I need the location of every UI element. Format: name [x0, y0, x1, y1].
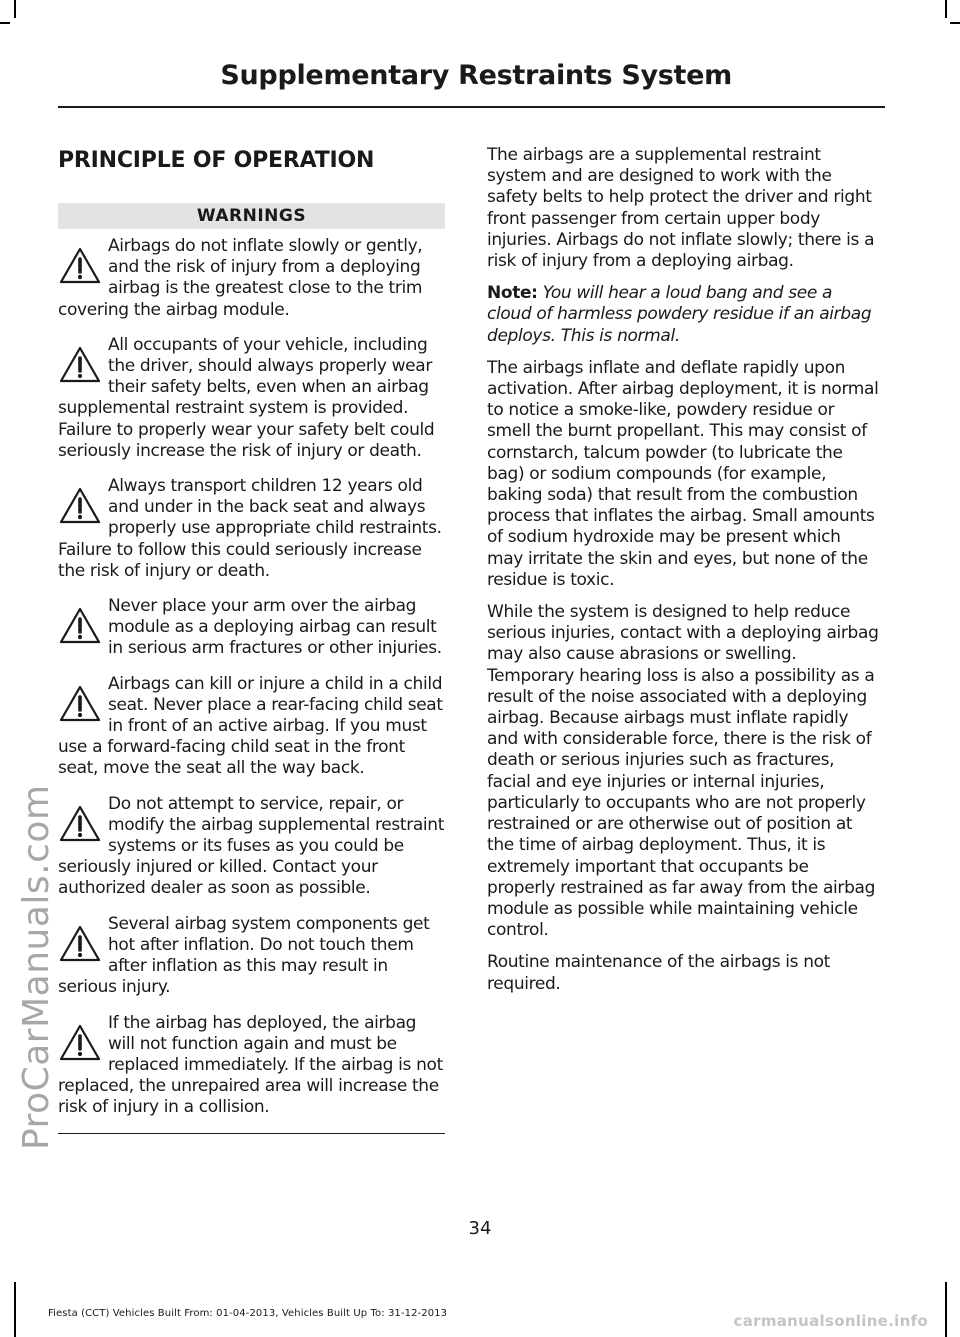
warning-text: All occupants of your vehicle, including the driver, should always properly wear their safety belts, even when an airbag supplemental restraint system is provided. Failure to properly wear your safety belt could seriously increase the risk of injury or death.	[58, 334, 435, 461]
warning-item	[58, 794, 445, 900]
footer-vehicle-info: Fiesta (CCT) Vehicles Built From: 01-04-2013, Vehicles Built Up To: 31-12-2013	[48, 1308, 448, 1319]
warning-text: If the airbag has deployed, the airbag will not function again and must be replaced immediately. If the airbag is not replaced, the unrepaired area will increase the risk of injury in a collision.	[58, 1012, 443, 1118]
crop-mark	[945, 1282, 947, 1337]
crop-mark	[14, 1282, 16, 1337]
warning-item	[58, 476, 445, 582]
warning-text: Several airbag system components get hot after inflation. Do not touch them after inflation as this may result in serious injury.	[58, 913, 430, 998]
warning-item	[58, 914, 445, 999]
warning-text: Always transport children 12 years old and under in the back seat and always properly use appropriate child restraints. Failure to follow this could seriously increase the risk of injury or death.	[58, 476, 442, 581]
warning-item	[58, 674, 445, 780]
warnings-heading: WARNINGS	[58, 203, 445, 229]
warning-triangle-icon	[58, 674, 106, 734]
warning-triangle-icon	[58, 476, 106, 536]
paragraph-deployment: The airbags inflate and deflate rapidly upon activation. After airbag deployment, it is normal to notice a smoke-like, powdery residue or smell the burnt propellant. This may consist of cornstarch, talcum powder (to lubricate the bag) or sodium compounds (for example, baking soda) that result from the combustion process that inflates the airbag. Small amounts of sodium hydroxide may be present which may irritate the skin and eyes, but none of the residue is toxic.	[487, 357, 879, 590]
crop-mark	[945, 0, 947, 18]
warning-item	[58, 335, 445, 462]
warning-text: Airbags can kill or injure a child in a child seat. Never place a rear-facing child seat in front of an active airbag. If you must use a forward-facing child seat in the front seat, move the seat all the way back.	[58, 673, 443, 779]
warning-item	[58, 1013, 445, 1119]
page-number: 34	[468, 1218, 492, 1239]
warning-text: Airbags do not inflate slowly or gently, and the risk of injury from a deploying airbag is the greatest close to the trim covering the airbag module.	[58, 236, 423, 320]
note-label: Note:	[487, 283, 538, 304]
warning-triangle-icon	[58, 1013, 106, 1073]
note-paragraph	[487, 283, 880, 347]
warning-triangle-icon	[58, 914, 106, 974]
warning-triangle-icon	[58, 236, 106, 296]
footer-brand: carmanualsonline.info	[733, 1312, 928, 1330]
warning-triangle-icon	[58, 596, 106, 656]
header-rule	[58, 106, 885, 108]
warnings-end-rule	[58, 1133, 445, 1135]
crop-mark	[0, 22, 10, 24]
warning-text: Do not attempt to service, repair, or modify the airbag supplemental restraint systems or its fuses as you could be seriously injured or killed. Contact your authorized dealer as soon as possible.	[58, 793, 445, 899]
watermark: ProCarManuals.com	[16, 784, 57, 1150]
crop-mark	[14, 0, 16, 18]
page-header-title: Supplementary Restraints System	[220, 60, 732, 91]
paragraph-injuries: While the system is designed to help reduce serious injuries, contact with a deploying airbag may also cause abrasions or swelling. Temporary hearing loss is also a possibility as a result of the noise associated with a deploying airbag. Because airbags must inflate rapidly and with considerable force, there is the risk of death or serious injuries such as fractures, facial and eye injuries or internal injuries, particularly to occupants who are not properly restrained or are otherwise out of position at the time of airbag deployment. Thus, it is extremely important that occupants be properly restrained as far away from the airbag module as possible while maintaining vehicle control.	[487, 602, 879, 941]
paragraph-intro: The airbags are a supplemental restraint system and are designed to work with the safety belts to help protect the driver and right front passenger from certain upper body injuries. Airbags do not inflate slowly; there is a risk of injury from a deploying airbag.	[487, 145, 875, 272]
warning-triangle-icon	[58, 335, 106, 395]
right-column	[487, 145, 880, 1006]
warning-item	[58, 596, 445, 660]
warning-triangle-icon	[58, 794, 106, 854]
section-title: PRINCIPLE OF OPERATION	[58, 148, 375, 173]
crop-mark	[950, 22, 960, 24]
warnings-list	[58, 236, 445, 1119]
warning-text: Never place your arm over the airbag module as a deploying airbag can result in serious arm fractures or other injuries.	[108, 596, 442, 659]
note-text: You will hear a loud bang and see a cloud of harmless powdery residue if an airbag deploys. This is normal.	[487, 283, 872, 346]
warning-item	[58, 236, 445, 321]
left-column	[58, 145, 445, 1134]
paragraph-maintenance: Routine maintenance of the airbags is not required.	[487, 952, 830, 994]
